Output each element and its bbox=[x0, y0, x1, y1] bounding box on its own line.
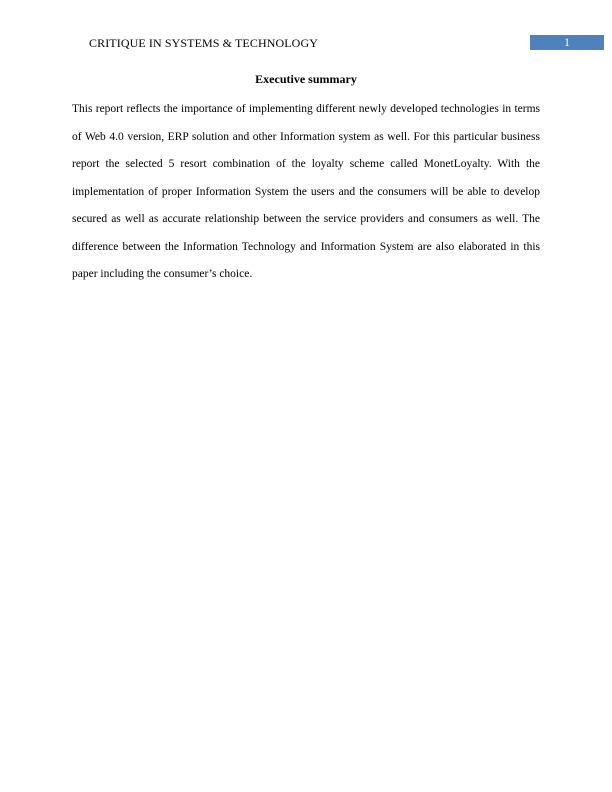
page-number-badge: 1 bbox=[530, 35, 604, 50]
section-heading: Executive summary bbox=[255, 72, 357, 86]
summary-paragraph: This report reflects the importance of implementing different newly developed technologies in terms of Web 4.0 version, ERP solution and other Information system as well. For this particular business report the selected 5 resort combination of the loyalty scheme called MonetLoyalty. With the implementation of proper Information System the users and the consumers will be able to develop secured as well as accurate relationship between the service providers and consumers as well. The difference between the Information Technology and Information System are also elaborated in this paper including the consumer’s choice. bbox=[72, 103, 540, 280]
running-head: CRITIQUE IN SYSTEMS & TECHNOLOGY bbox=[89, 36, 318, 50]
